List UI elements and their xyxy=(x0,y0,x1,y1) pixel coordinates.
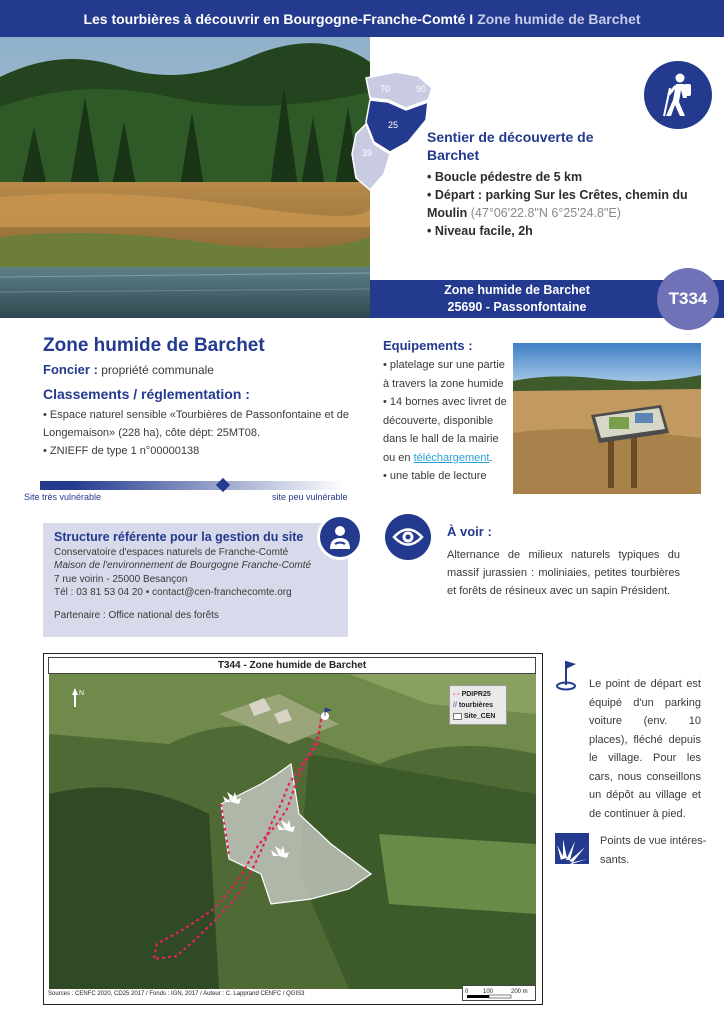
scale-label-100: 100 xyxy=(483,989,494,995)
banner-prefix: Les tourbières à découvrir en Bourgogne-Franche-Comté I xyxy=(83,10,474,27)
trail-start xyxy=(427,186,717,222)
start-point-note: Le point de départ est équipé d'un parking voiture (env. 10 places), fléché depuis le village. Pour les cars, nous conseillons un dépôt au village et de continuer à pied. xyxy=(589,678,701,820)
foncier-value: propriété communale xyxy=(101,363,214,377)
vulnerability-high-label: Site très vulnérable xyxy=(24,492,102,502)
trail-start-coords: (47°06'22.8"N 6°25'24.8"E) xyxy=(470,206,621,220)
legend-label: PDIPR25 xyxy=(461,691,491,698)
structure-org: Conservatoire d'espaces naturels de Franche-Comté xyxy=(54,546,289,558)
strip-site-name: Zone humide de Barchet xyxy=(444,283,590,297)
north-label: N xyxy=(79,690,85,697)
equipements-heading: Equipements : xyxy=(383,338,473,353)
map-label-70: 70 xyxy=(380,84,391,94)
legend-item-tourbieres: // tourbières xyxy=(453,702,494,709)
trail-level: • Niveau facile, 2h xyxy=(427,224,533,238)
legend-label: Site_CEN xyxy=(463,713,496,720)
trail-title-line2: Barchet xyxy=(427,147,480,163)
site-code-badge: T334 xyxy=(657,268,719,330)
viewpoints-note: Points de vue intéres-sants. xyxy=(600,835,707,866)
classements-heading: Classements / réglementation : xyxy=(43,386,250,402)
map-title: T344 - Zone humide de Barchet xyxy=(48,657,536,674)
strip-commune: 25690 - Passonfontaine xyxy=(447,300,587,314)
structure-contact: Tél : 03 81 53 04 20 • contact@cen-franchecomte.org xyxy=(54,587,292,598)
trail-facts xyxy=(427,168,717,240)
vulnerability-scale-bar xyxy=(40,481,345,490)
equipement-item xyxy=(383,393,511,467)
download-link[interactable]: téléchargement xyxy=(413,451,490,464)
equipements-list xyxy=(383,356,511,486)
a-voir-description: Alternance de milieux naturels typiques du massif jurassien : moliniaies, petites tourbières et forêts de résineux avec un sapin Président. xyxy=(447,549,680,597)
manager-icon xyxy=(317,514,363,560)
trail-length: • Boucle pédestre de 5 km xyxy=(427,170,583,184)
equipement-item: • platelage sur une partie à travers la zone humide xyxy=(383,359,505,390)
hero-landscape-photo xyxy=(0,37,373,318)
foncier-line xyxy=(43,362,214,377)
managing-structure-box xyxy=(43,523,348,637)
classement-item: • Espace naturel sensible «Tourbières de Passonfontaine et de Longemaison» (228 ha), côte dépt: 25MT08. xyxy=(43,409,349,439)
scale-label-200: 200 m xyxy=(511,989,528,995)
map-scale-bar xyxy=(462,985,536,1001)
classements-list xyxy=(43,406,353,460)
map-label-90: 90 xyxy=(416,84,427,94)
legend-item-pdipr: - - PDIPR25 xyxy=(453,691,491,698)
trail-title-line1: Sentier de découverte de xyxy=(427,129,594,145)
classement-item: • ZNIEFF de type 1 n°00000138 xyxy=(43,445,200,457)
vulnerability-low-label: site peu vulnérable xyxy=(272,492,348,502)
trail-title xyxy=(427,128,627,164)
map-label-39: 39 xyxy=(362,148,373,158)
structure-maison: Maison de l'environnement de Bourgogne Franche-Comté xyxy=(54,560,312,571)
reading-table-photo xyxy=(513,343,701,494)
a-voir-heading: À voir : xyxy=(447,524,492,539)
equipement-item-end: . xyxy=(489,451,493,464)
scale-label-0: 0 xyxy=(465,989,469,995)
map-sources: Sources : CENFC 2020, CD25 2017 / Fonds : IGN, 2017 / Auteur : C. Lapprand CENFC / QGIS3 xyxy=(48,991,305,997)
viewpoint-icon xyxy=(555,833,589,864)
foncier-label: Foncier : xyxy=(43,362,98,377)
structure-address: 7 rue voirin - 25000 Besançon xyxy=(54,573,188,585)
trail-start-text: • Départ : parking Sur les Crêtes, chemin du Moulin xyxy=(427,188,688,220)
site-title: Zone humide de Barchet xyxy=(43,335,265,356)
start-flag-icon xyxy=(554,659,578,691)
equipement-item-text: • 14 bornes avec livret de découverte, disponible dans le hall de la mairie ou en xyxy=(383,396,507,464)
hiker-icon xyxy=(644,61,712,129)
map-label-25: 25 xyxy=(388,120,399,130)
map-legend xyxy=(449,685,507,725)
structure-partner: Partenaire : Office national des forêts xyxy=(54,609,219,621)
north-arrow-icon xyxy=(70,686,86,710)
region-locator-map xyxy=(348,70,438,195)
equipement-item: • une table de lecture xyxy=(383,470,487,482)
legend-label: tourbières xyxy=(458,702,494,709)
top-banner xyxy=(0,0,724,37)
legend-item-site xyxy=(453,711,503,722)
eye-icon xyxy=(385,514,431,560)
structure-title: Structure référente pour la gestion du site xyxy=(54,530,304,544)
banner-site-name: Zone humide de Barchet xyxy=(477,10,641,27)
